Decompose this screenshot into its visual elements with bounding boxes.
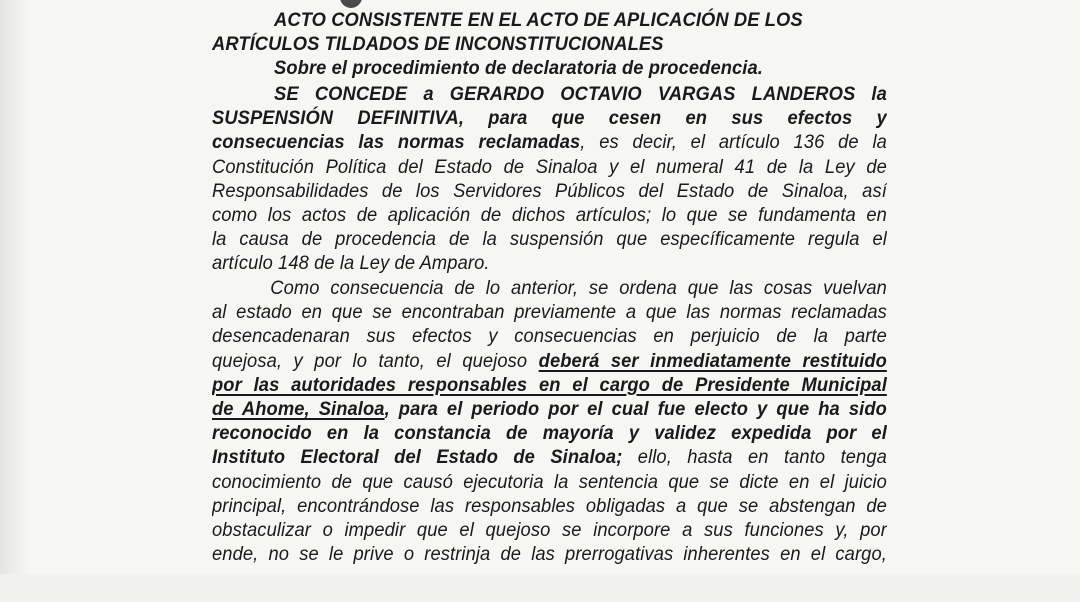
para2-line-1: Como consecuencia de lo anterior, se ordena que las cosas vuelvan: [270, 277, 887, 299]
para1-line-7: la causa de procedencia de la suspensión que específicamente regula el: [212, 228, 887, 251]
normas-reclamadas-text: consecuencias las normas reclamadas: [212, 131, 581, 154]
para2-line-12: ende, no se le prive o restrinja de las prerrogativas inherentes en el cargo,: [212, 543, 887, 566]
para1-line-2: [212, 106, 887, 130]
suspension-definitiva-text: SUSPENSIÓN DEFINITIVA: [212, 107, 459, 130]
para2-line-9: conocimiento de que causó ejecutoria la sentencia que se dicte en el juicio: [212, 470, 887, 493]
page-left-edge: [0, 0, 28, 602]
para1-line-4: Constitución Política del Estado de Sinaloa y el numeral 41 de la Ley de: [212, 155, 887, 178]
para2-line-5: por las autoridades responsables en el cargo de Presidente Municipal: [212, 373, 887, 396]
para2-line-8: [212, 445, 887, 469]
para1-line-3: [212, 130, 887, 154]
para1-line-3-rest: , es decir, el artículo 136 de la: [580, 131, 887, 154]
para2-line-4-start: quejosa, y por lo tanto, el quejoso: [212, 349, 539, 372]
para2-line-10: principal, encontrándose las responsables obligadas a que se abstengan de: [212, 494, 887, 517]
para2-line-4: [212, 349, 887, 373]
para2-line-6: [212, 397, 887, 421]
page-bottom-edge: [0, 574, 1080, 602]
heading-block: [212, 8, 887, 81]
para1-line-1: SE CONCEDE a GERARDO OCTAVIO VARGAS LANDEROS la: [274, 83, 887, 105]
para2-line-3: desencadenaran sus efectos y consecuencias en perjuicio de la parte: [212, 325, 887, 348]
para2-line-7: reconocido en la constancia de mayoría y validez expedida por el: [212, 422, 887, 445]
heading-line-2: ARTÍCULOS TILDADOS DE INCONSTITUCIONALES: [212, 33, 664, 56]
para1-line-5: Responsabilidades de los Servidores Públicos del Estado de Sinaloa, así: [212, 179, 887, 202]
heading-line-3: Sobre el procedimiento de declaratoria de procedencia.: [274, 57, 763, 80]
para2-line-11: obstaculizar o impedir que el quejoso se incorpore a sus funciones y, por: [212, 518, 887, 541]
paragraph-suspension: [212, 82, 887, 276]
para1-line-2-rest: , para que cesen en sus efectos y: [458, 107, 887, 130]
instituto-electoral-text: Instituto Electoral del Estado de Sinaloa;: [212, 446, 623, 469]
para2-line-2: al estado en que se encontraban previamente a que las normas reclamadas: [212, 301, 887, 324]
para2-line-6-rest: , para el periodo por el cual fue electo y que ha sido: [384, 397, 887, 420]
para1-line-6: como los actos de aplicación de dichos artículos; lo que se fundamenta en: [212, 203, 887, 226]
para2-line-8-rest: ello, hasta en tanto tenga: [622, 446, 887, 469]
restitution-text: deberá ser inmediatamente restituido: [538, 349, 887, 372]
ahome-sinaloa-text: de Ahome, Sinaloa: [212, 397, 385, 420]
paragraph-consequence: [212, 276, 887, 566]
heading-line-1: ACTO CONSISTENTE EN EL ACTO DE APLICACIÓN DE LOS: [274, 9, 803, 31]
para1-line-8: artículo 148 de la Ley de Amparo.: [212, 252, 490, 275]
binder-hole-mark: [340, 0, 362, 8]
